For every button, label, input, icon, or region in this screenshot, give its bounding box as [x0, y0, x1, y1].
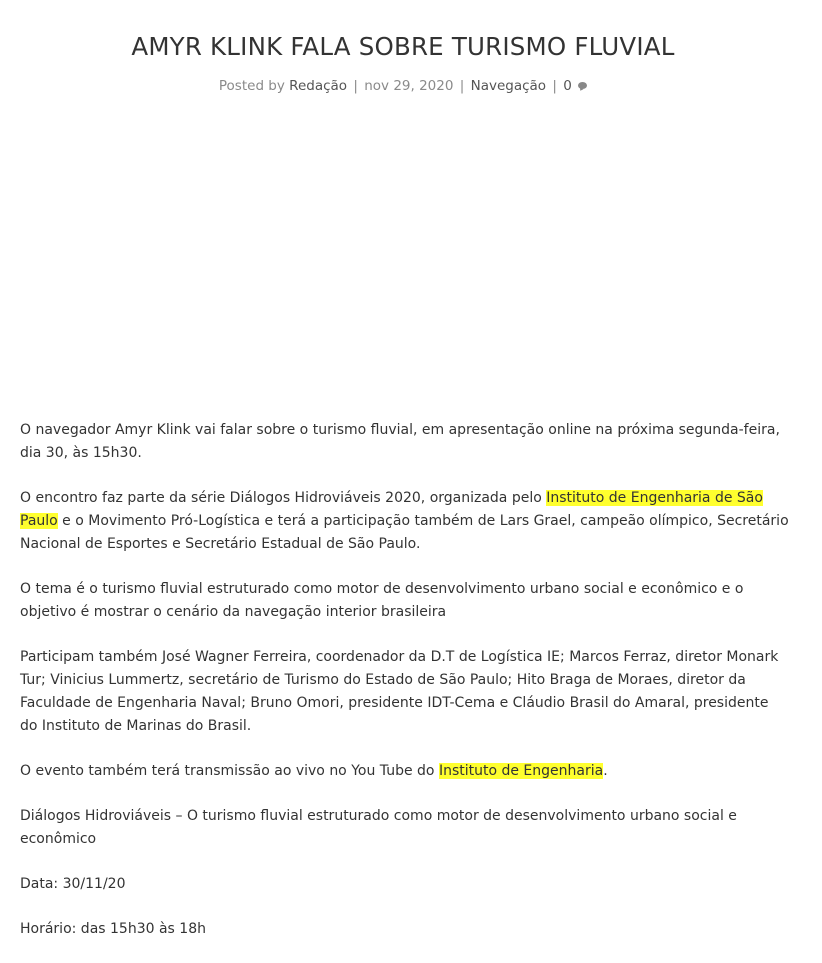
instituto-engenharia-sp-link[interactable]: Instituto de Engenharia de São Paulo [20, 490, 763, 529]
post-meta [0, 76, 806, 96]
paragraph-text: O encontro faz parte da série Diálogos Hidroviáveis 2020, organizada pelo [20, 490, 547, 506]
post-title: AMYR KLINK FALA SOBRE TURISMO FLUVIAL [131, 32, 675, 61]
instituto-engenharia-link[interactable]: Instituto de Engenharia [438, 763, 604, 779]
comments-count: 0 [563, 78, 572, 94]
meta-separator: | [459, 78, 465, 94]
author-link[interactable]: Redação [289, 78, 348, 94]
paragraph: O tema é o turismo fluvial estruturado como motor de desenvolvimento urbano social e econômico e o objetivo é mostrar o cenário da navegação interior brasileira [20, 581, 744, 620]
paragraph: Data: 30/11/20 [20, 876, 126, 892]
paragraph: Horário: das 15h30 às 18h [20, 921, 206, 937]
paragraph: Participam também José Wagner Ferreira, coordenador da D.T de Logística IE; Marcos Ferraz, diretor Monark Tur; Vinicius Lummertz, secretário de Turismo do Estado de São Paulo; Hito Braga de Moraes, diretor da Faculdade de Engenharia Naval; Bruno Omori, presidente IDT-Cema e Cláudio Brasil do Amaral, presidente do Instituto de Marinas do Brasil. [20, 649, 779, 734]
category-link[interactable]: Navegação [470, 78, 547, 94]
comment-bubble-icon [578, 82, 587, 89]
post-content [20, 419, 790, 963]
post-date: nov 29, 2020 [364, 78, 454, 94]
paragraph [20, 760, 790, 783]
meta-separator: | [552, 78, 557, 94]
paragraph-text: e o Movimento Pró-Logística e terá a participação também de Lars Grael, campeão olímpico, Secretário Nacional de Esportes e Secretário Estadual de São Paulo. [20, 513, 789, 552]
comments-link[interactable] [563, 78, 587, 94]
paragraph: O navegador Amyr Klink vai falar sobre o turismo fluvial, em apresentação online na próxima segunda-feira, dia 30, às 15h30. [20, 422, 780, 461]
embedded-video-area[interactable] [20, 120, 786, 400]
paragraph-text: . [603, 763, 608, 779]
paragraph [20, 487, 790, 556]
paragraph-text: O evento também terá transmissão ao vivo no You Tube do [20, 763, 439, 779]
paragraph: Diálogos Hidroviáveis – O turismo fluvial estruturado como motor de desenvolvimento urbano social e econômico [20, 808, 737, 847]
posted-by-label: Posted by [218, 78, 285, 94]
meta-separator: | [353, 78, 358, 94]
